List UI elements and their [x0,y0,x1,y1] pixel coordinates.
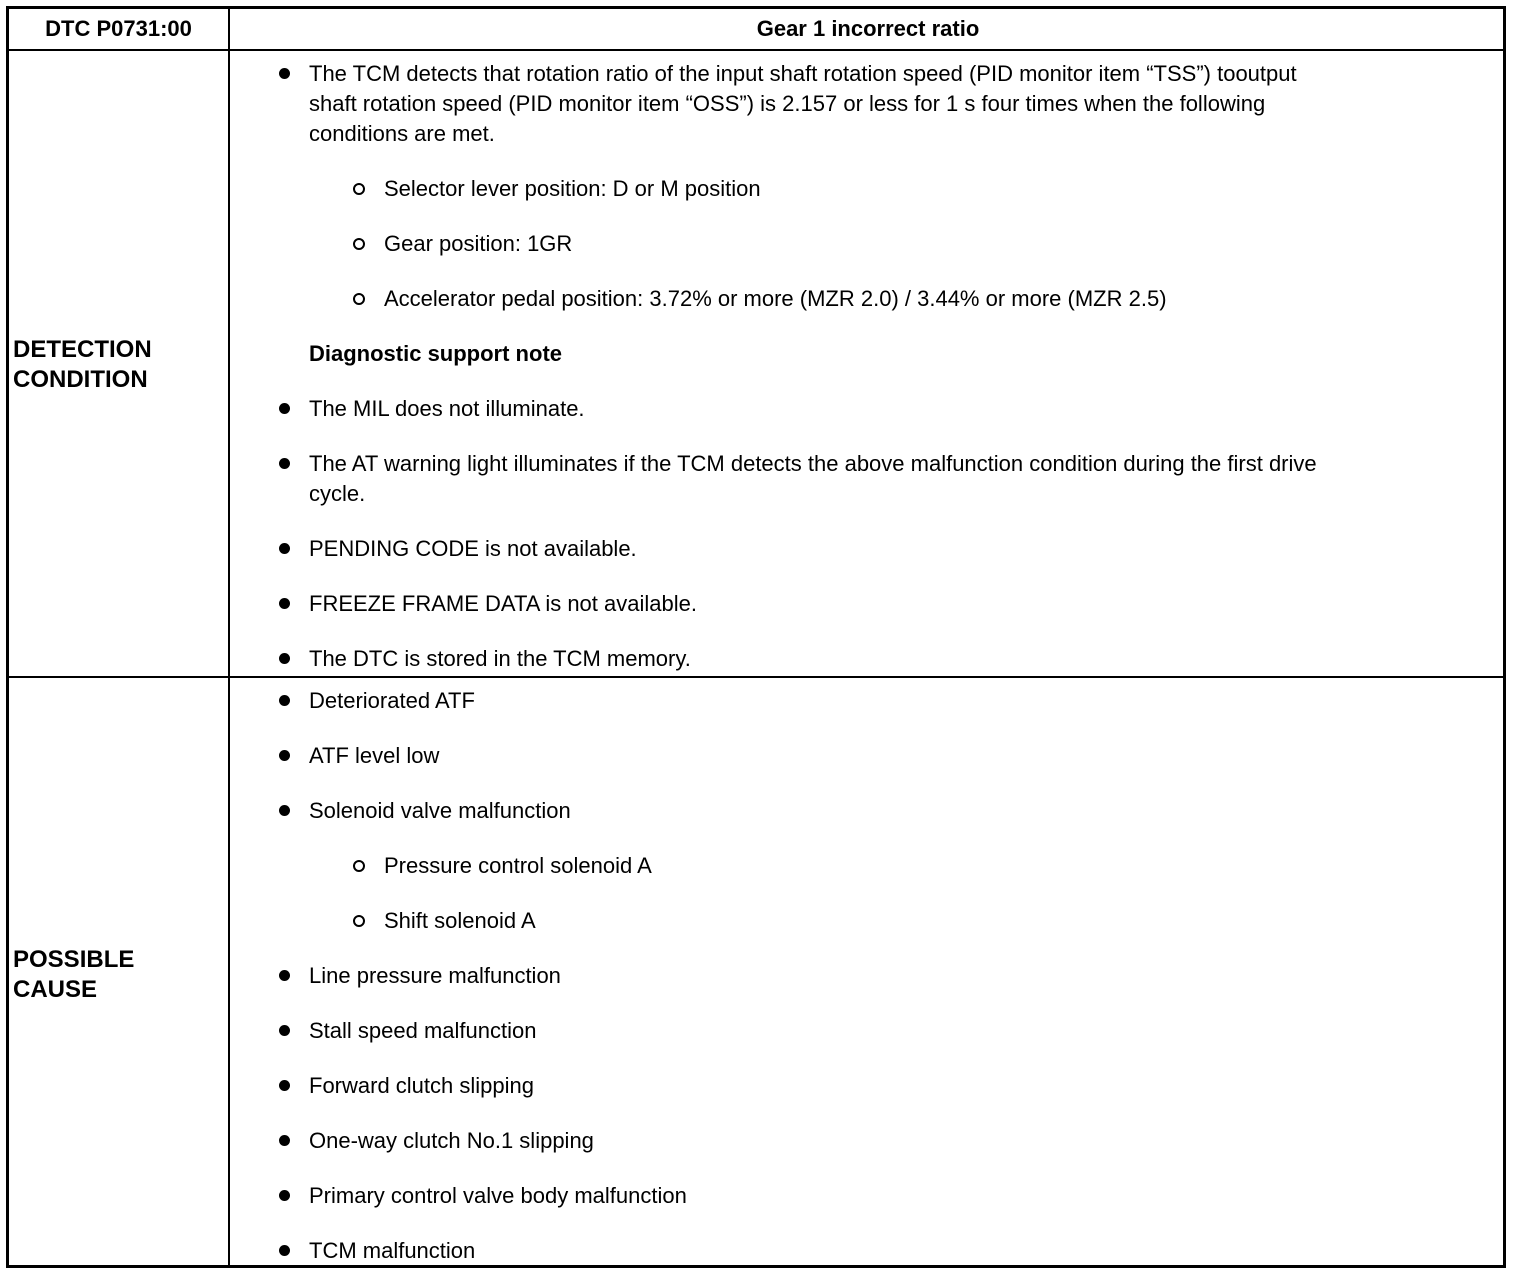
bullet-icon [279,68,290,79]
detection-intro-line1: The TCM detects that rotation ratio of the input shaft rotation speed (PID monitor item “TSS”) tooutput [309,61,1297,86]
cause-item: Solenoid valve malfunction [309,798,571,823]
sub-bullet-icon [353,183,365,195]
column-divider [228,9,230,1265]
cause-item: Line pressure malfunction [309,963,561,988]
detection-intro-line3: conditions are met. [309,121,495,146]
detection-condition-label: DETECTION CONDITION [13,336,152,393]
note-item: The MIL does not illuminate. [309,396,585,421]
bullet-icon [279,1135,290,1146]
sub-bullet-icon [353,860,365,872]
cause-item: ATF level low [309,743,440,768]
sub-bullet-icon [353,238,365,250]
possible-cause-label: POSSIBLE CAUSE [13,946,135,1003]
cause-item: Stall speed malfunction [309,1018,537,1043]
condition-item: Gear position: 1GR [384,231,573,256]
header-divider [9,49,1503,51]
dtc-title: Gear 1 incorrect ratio [756,16,980,41]
condition-item: Accelerator pedal position: 3.72% or more (MZR 2.0) / 3.44% or more (MZR 2.5) [384,286,1167,311]
note-item: FREEZE FRAME DATA is not available. [309,591,697,616]
bullet-icon [279,458,290,469]
bullet-icon [279,1245,290,1256]
note-item: The DTC is stored in the TCM memory. [309,646,691,671]
condition-item: Selector lever position: D or M position [384,176,761,201]
cause-item: Forward clutch slipping [309,1073,534,1098]
bullet-icon [279,1025,290,1036]
sub-bullet-icon [353,915,365,927]
bullet-icon [279,805,290,816]
note-item: PENDING CODE is not available. [309,536,637,561]
note-item-continued: cycle. [309,481,366,506]
bullet-icon [279,1080,290,1091]
dtc-table [6,6,1506,1268]
detection-intro-line2: shaft rotation speed (PID monitor item “OSS”) is 2.157 or less for 1 s four times when the following [309,91,1266,116]
note-item: The AT warning light illuminates if the TCM detects the above malfunction condition during the first drive [309,451,1317,476]
cause-item: Deteriorated ATF [309,688,475,713]
cause-sub-item: Shift solenoid A [384,908,536,933]
cause-item: One-way clutch No.1 slipping [309,1128,594,1153]
bullet-icon [279,653,290,664]
bullet-icon [279,695,290,706]
bullet-icon [279,750,290,761]
dtc-code: DTC P0731:00 [45,16,192,41]
cause-item: Primary control valve body malfunction [309,1183,687,1208]
bullet-icon [279,1190,290,1201]
bullet-icon [279,970,290,981]
bullet-icon [279,598,290,609]
cause-item: TCM malfunction [309,1238,476,1263]
row-divider [9,676,1503,678]
support-note-heading: Diagnostic support note [309,341,562,366]
bullet-icon [279,403,290,414]
bullet-icon [279,543,290,554]
sub-bullet-icon [353,293,365,305]
cause-sub-item: Pressure control solenoid A [384,853,652,878]
